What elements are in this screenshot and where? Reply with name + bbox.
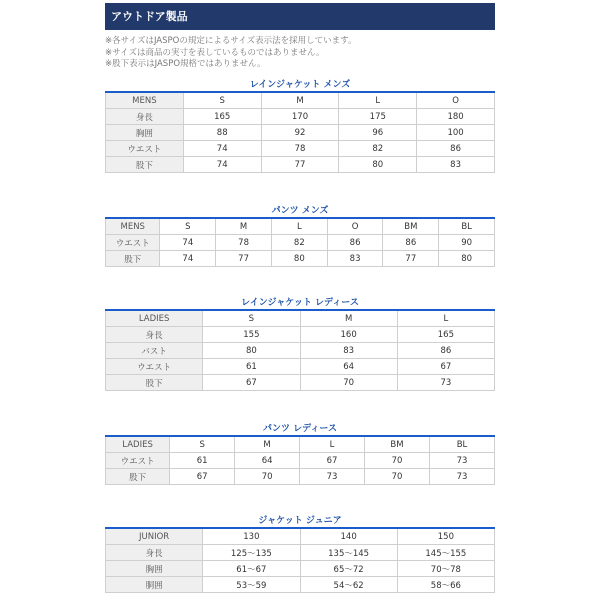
table-header-row (106, 310, 495, 327)
table-row (106, 235, 495, 251)
measurement-label: 股下 (106, 157, 184, 173)
measurement-value: 180 (417, 109, 495, 125)
measurement-value: 67 (300, 453, 365, 469)
size-notes (105, 36, 495, 71)
measurement-value: 65〜72 (300, 561, 397, 577)
measurement-value: 64 (235, 453, 300, 469)
measurement-value: 83 (417, 157, 495, 173)
size-table-jacket-junior (105, 527, 495, 593)
measurement-label: ウエスト (106, 359, 203, 375)
size-header: M (300, 310, 397, 327)
note: ※サイズは商品の実寸を表しているものではありません。 (105, 47, 325, 58)
measurement-label: 胸囲 (106, 561, 203, 577)
measurement-label: 身長 (106, 545, 203, 561)
measurement-value: 80 (203, 343, 300, 359)
size-header: S (203, 310, 300, 327)
size-table-pants-mens (105, 217, 495, 267)
measurement-value: 53〜59 (203, 577, 300, 593)
measurement-value: 70 (365, 469, 430, 485)
measurement-value: 82 (271, 235, 327, 251)
measurement-value: 74 (183, 141, 261, 157)
header-title: アウトドア製品 (111, 10, 188, 23)
table-row (106, 141, 495, 157)
category-header: MENS (106, 218, 160, 235)
measurement-value: 175 (339, 109, 417, 125)
measurement-value: 125〜135 (203, 545, 300, 561)
measurement-value: 77 (216, 251, 272, 267)
table-row (106, 469, 495, 485)
size-header: M (261, 92, 339, 109)
measurement-value: 67 (397, 359, 494, 375)
measurement-label: 股下 (106, 469, 170, 485)
measurement-label: バスト (106, 343, 203, 359)
measurement-value: 73 (397, 375, 494, 391)
measurement-label: ウエスト (106, 453, 170, 469)
measurement-value: 155 (203, 327, 300, 343)
note: ※各サイズはJASPOの規定によるサイズ表示法を採用しています。 (105, 36, 357, 46)
size-table-pants-ladies (105, 435, 495, 485)
size-table-rain-jacket-mens (105, 91, 495, 173)
measurement-value: 80 (271, 251, 327, 267)
table-row (106, 327, 495, 343)
measurement-value: 86 (383, 235, 439, 251)
section-title-rain-jacket-mens: レインジャケット メンズ (249, 80, 351, 90)
measurement-value: 165 (397, 327, 494, 343)
measurement-value: 67 (203, 375, 300, 391)
table-row (106, 561, 495, 577)
size-header: BL (429, 436, 494, 453)
size-header: 150 (397, 528, 494, 545)
category-header: JUNIOR (106, 528, 203, 545)
size-header: 130 (203, 528, 300, 545)
measurement-value: 82 (339, 141, 417, 157)
size-header: 140 (300, 528, 397, 545)
measurement-value: 83 (327, 251, 383, 267)
category-header: LADIES (106, 436, 170, 453)
table-row (106, 343, 495, 359)
table-row (106, 109, 495, 125)
table-row (106, 375, 495, 391)
measurement-value: 80 (439, 251, 495, 267)
measurement-value: 160 (300, 327, 397, 343)
size-header: L (300, 436, 365, 453)
measurement-label: 股下 (106, 251, 160, 267)
measurement-value: 96 (339, 125, 417, 141)
note: ※股下表示はJASPO規格ではありません。 (105, 59, 266, 69)
measurement-value: 170 (261, 109, 339, 125)
measurement-value: 64 (300, 359, 397, 375)
section-title-pants-mens: パンツ メンズ (271, 206, 329, 216)
size-header: BM (365, 436, 430, 453)
measurement-value: 74 (160, 235, 216, 251)
size-header: M (216, 218, 272, 235)
measurement-value: 74 (160, 251, 216, 267)
size-header: O (327, 218, 383, 235)
measurement-value: 92 (261, 125, 339, 141)
measurement-value: 58〜66 (397, 577, 494, 593)
measurement-value: 70 (365, 453, 430, 469)
size-header: BM (383, 218, 439, 235)
section-title-jacket-junior: ジャケット ジュニア (258, 516, 342, 526)
size-header: S (170, 436, 235, 453)
section-title-rain-jacket-ladies: レインジャケット レディース (241, 298, 359, 308)
size-header: M (235, 436, 300, 453)
size-header: L (397, 310, 494, 327)
measurement-value: 67 (170, 469, 235, 485)
measurement-value: 86 (417, 141, 495, 157)
measurement-label: 胸囲 (106, 125, 184, 141)
size-header: O (417, 92, 495, 109)
size-header: S (160, 218, 216, 235)
table-row (106, 545, 495, 561)
measurement-value: 86 (397, 343, 494, 359)
measurement-value: 100 (417, 125, 495, 141)
measurement-value: 74 (183, 157, 261, 173)
table-row (106, 251, 495, 267)
table-row (106, 125, 495, 141)
measurement-label: 股下 (106, 375, 203, 391)
table-header-row (106, 92, 495, 109)
table-header-row (106, 436, 495, 453)
measurement-label: ウエスト (106, 235, 160, 251)
measurement-value: 83 (300, 343, 397, 359)
table-row (106, 577, 495, 593)
measurement-value: 88 (183, 125, 261, 141)
category-header: LADIES (106, 310, 203, 327)
table-header-row (106, 218, 495, 235)
measurement-value: 135〜145 (300, 545, 397, 561)
measurement-value: 77 (383, 251, 439, 267)
table-row (106, 157, 495, 173)
measurement-value: 165 (183, 109, 261, 125)
measurement-value: 61 (170, 453, 235, 469)
size-header: L (271, 218, 327, 235)
measurement-value: 54〜62 (300, 577, 397, 593)
size-table-rain-jacket-ladies (105, 309, 495, 391)
measurement-value: 73 (300, 469, 365, 485)
measurement-value: 73 (429, 453, 494, 469)
measurement-label: 身長 (106, 109, 184, 125)
measurement-value: 61〜67 (203, 561, 300, 577)
measurement-value: 78 (261, 141, 339, 157)
measurement-value: 77 (261, 157, 339, 173)
measurement-label: 身長 (106, 327, 203, 343)
size-header: L (339, 92, 417, 109)
page-header (105, 3, 495, 30)
measurement-value: 61 (203, 359, 300, 375)
measurement-value: 70 (300, 375, 397, 391)
measurement-label: ウエスト (106, 141, 184, 157)
measurement-value: 80 (339, 157, 417, 173)
measurement-value: 70 (235, 469, 300, 485)
measurement-value: 70〜78 (397, 561, 494, 577)
size-header: BL (439, 218, 495, 235)
measurement-label: 胴囲 (106, 577, 203, 593)
category-header: MENS (106, 92, 184, 109)
measurement-value: 90 (439, 235, 495, 251)
measurement-value: 145〜155 (397, 545, 494, 561)
measurement-value: 78 (216, 235, 272, 251)
table-row (106, 359, 495, 375)
table-header-row (106, 528, 495, 545)
table-row (106, 453, 495, 469)
measurement-value: 86 (327, 235, 383, 251)
section-title-pants-ladies: パンツ レディース (263, 424, 337, 434)
measurement-value: 73 (429, 469, 494, 485)
size-header: S (183, 92, 261, 109)
